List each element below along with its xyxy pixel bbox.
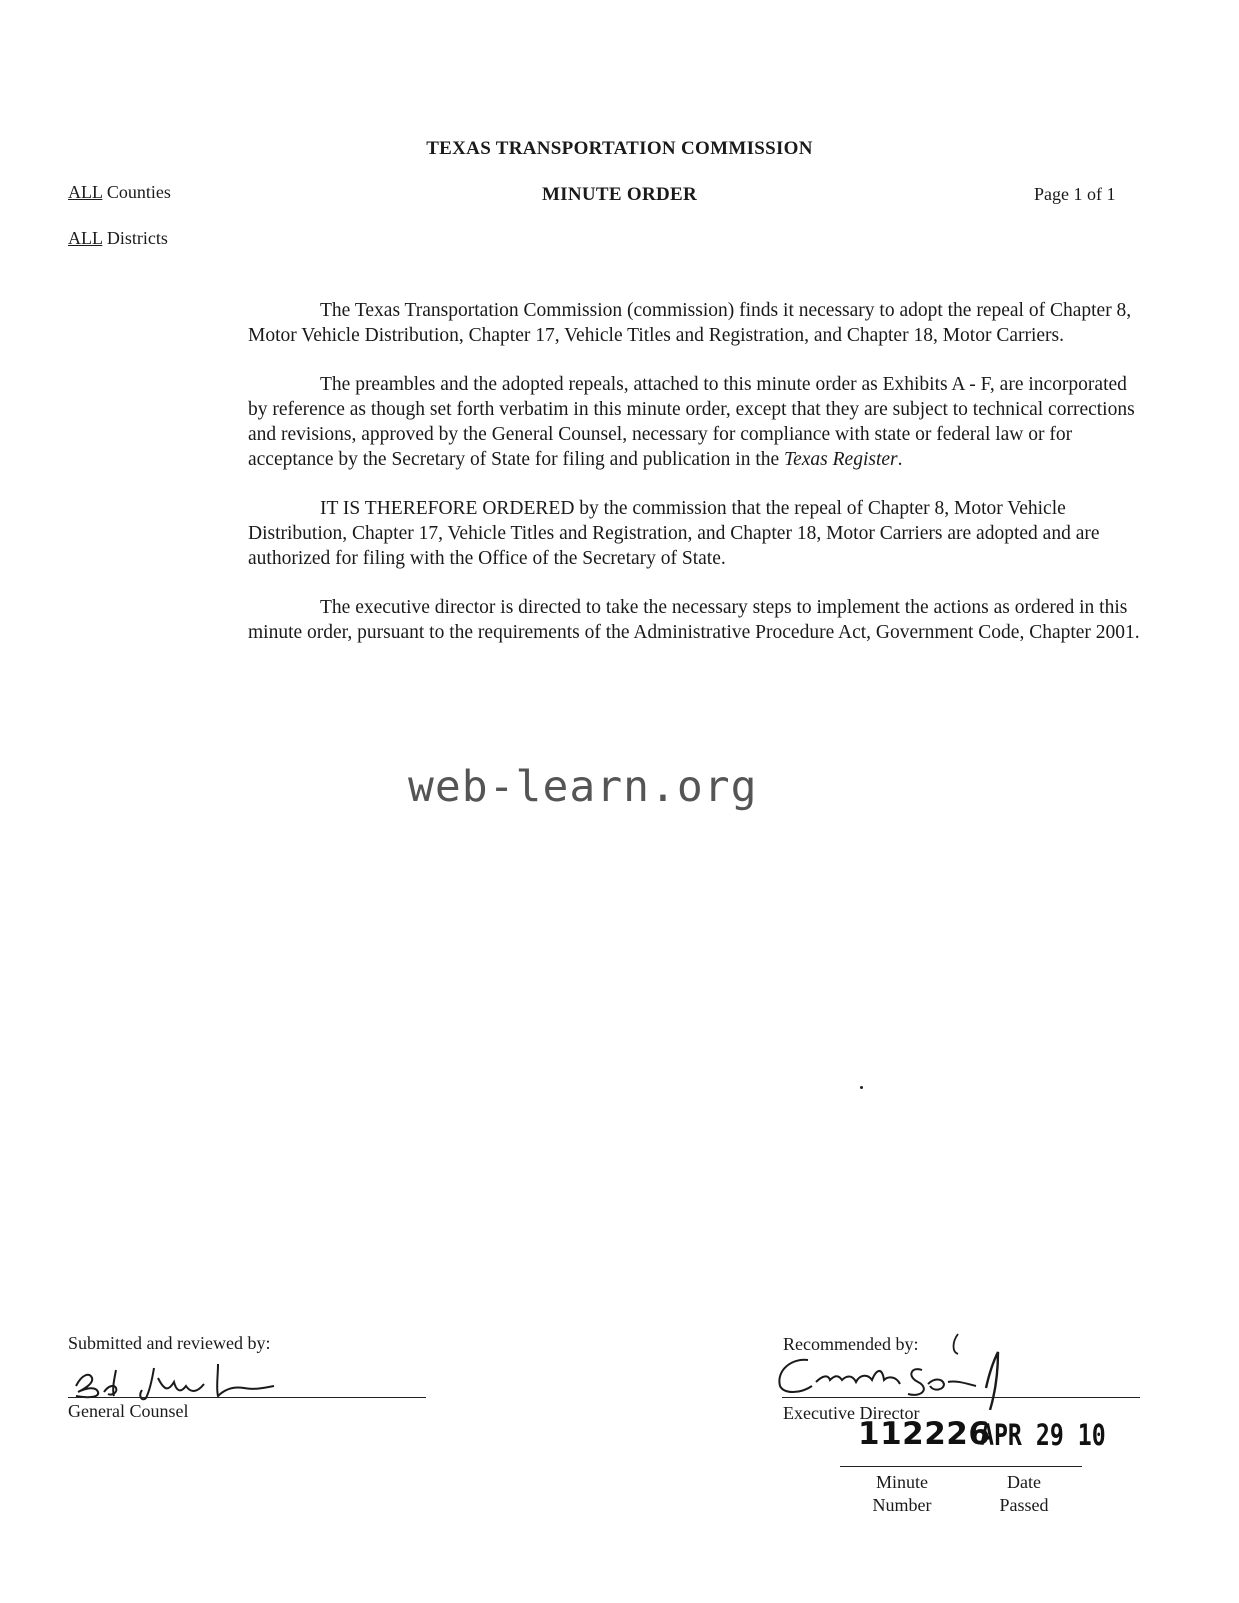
date-passed-caption bbox=[974, 1471, 1074, 1517]
minute-number-stamp: 112226 bbox=[858, 1416, 991, 1452]
counties-scope bbox=[68, 182, 171, 203]
preambles-text: The preambles and the adopted repeals, attached to this minute order as Exhibits A - F, are incorporated by reference as though set forth verbatim in this minute order, except that they are subject to technical corrections and revisions, approved by the General Counsel, necessary for compliance with state or federal law or for acceptance by the Secretary of State for filing and publication in the bbox=[248, 374, 1135, 470]
paragraph-ordered: IT IS THEREFORE ORDERED by the commission that the repeal of Chapter 8, Motor Vehicle Distribution, Chapter 17, Vehicle Titles and Registration, and Chapter 18, Motor Carriers are adopted and are authorized for filing with the Office of the Secretary of State. bbox=[248, 498, 1100, 569]
document-subtitle: MINUTE ORDER bbox=[541, 184, 698, 205]
districts-label: Districts bbox=[106, 228, 168, 248]
watermark: web-learn.org bbox=[408, 762, 758, 812]
date-passed-stamp: APR 29 10 bbox=[980, 1418, 1106, 1452]
caption-date: Date bbox=[1007, 1472, 1041, 1492]
paragraph-preambles bbox=[248, 372, 1148, 472]
minute-number-caption bbox=[852, 1471, 952, 1517]
director-signature-line bbox=[782, 1397, 1140, 1398]
speck-mark bbox=[860, 1086, 863, 1089]
districts-prefix: ALL bbox=[68, 228, 103, 248]
caption-number: Number bbox=[872, 1495, 932, 1515]
counties-prefix: ALL bbox=[68, 182, 103, 202]
submitted-label: Submitted and reviewed by: bbox=[68, 1333, 271, 1353]
counties-label: Counties bbox=[106, 182, 171, 202]
counsel-role: General Counsel bbox=[68, 1401, 189, 1421]
preambles-end: . bbox=[897, 449, 903, 470]
texas-register-title: Texas Register bbox=[784, 449, 898, 470]
paragraph-directive: The executive director is directed to take the necessary steps to implement the actions as ordered in this minute order, pursuant to the requirements of the Administrative Procedure Act, Government Code, Chapter 2001. bbox=[248, 597, 1140, 643]
director-role: Executive Director bbox=[783, 1403, 920, 1423]
page-number: Page 1 of 1 bbox=[1034, 184, 1116, 204]
counsel-signature-line bbox=[68, 1397, 426, 1398]
paragraph-finding: The Texas Transportation Commission (commission) finds it necessary to adopt the repeal of Chapter 8, Motor Vehicle Distribution, Chapter 17, Vehicle Titles and Registration, and Chapter 18, Motor Carriers. bbox=[248, 300, 1132, 346]
districts-scope bbox=[68, 228, 168, 249]
caption-minute: Minute bbox=[876, 1472, 928, 1492]
director-signature bbox=[772, 1330, 1032, 1410]
caption-passed: Passed bbox=[999, 1495, 1049, 1515]
document-title: TEXAS TRANSPORTATION COMMISSION bbox=[426, 138, 813, 159]
stamp-underline bbox=[840, 1466, 1082, 1467]
recommended-label: Recommended by: bbox=[783, 1334, 919, 1354]
order-body bbox=[248, 298, 1148, 669]
